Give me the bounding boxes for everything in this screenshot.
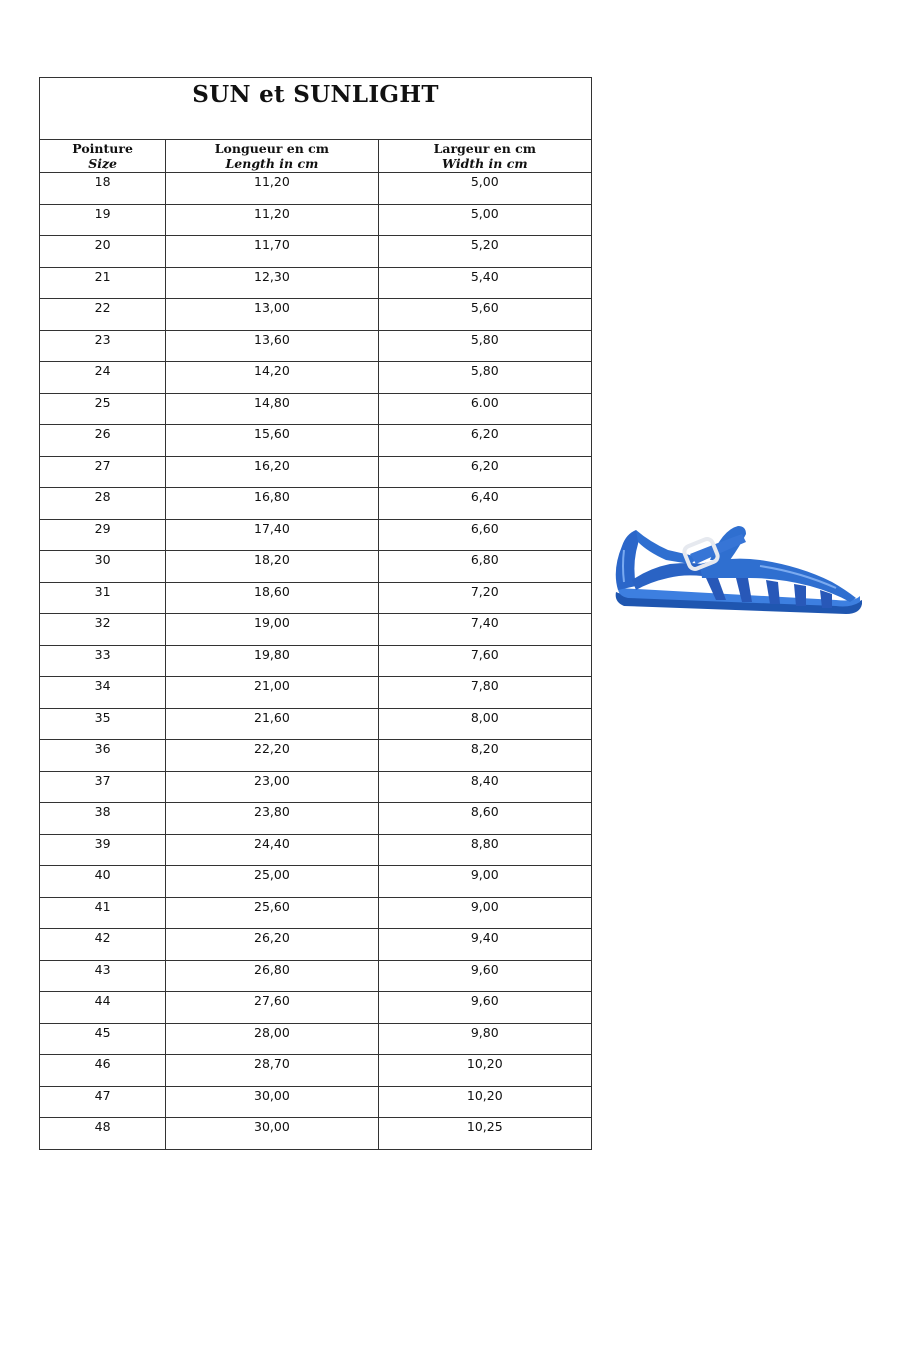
- table-row: [40, 1118, 592, 1150]
- table-row: [40, 456, 592, 488]
- cell-length: 30,00: [166, 1118, 378, 1150]
- cell-length: 11,70: [166, 236, 378, 268]
- table-row: [40, 362, 592, 394]
- header-size: [40, 140, 166, 173]
- cell-size: 43: [40, 960, 166, 992]
- cell-size: 26: [40, 425, 166, 457]
- size-chart-table: [39, 77, 592, 1150]
- table-row: [40, 1055, 592, 1087]
- cell-size: 33: [40, 645, 166, 677]
- table-row: [40, 425, 592, 457]
- header-width: [378, 140, 591, 173]
- table-row: [40, 204, 592, 236]
- table-row: [40, 740, 592, 772]
- table-row: [40, 834, 592, 866]
- cell-width: 10,20: [378, 1055, 591, 1087]
- table-row: [40, 960, 592, 992]
- cell-size: 18: [40, 173, 166, 205]
- table-row: [40, 771, 592, 803]
- cell-size: 42: [40, 929, 166, 961]
- cell-size: 29: [40, 519, 166, 551]
- cell-length: 12,30: [166, 267, 378, 299]
- cell-size: 38: [40, 803, 166, 835]
- cell-width: 8,00: [378, 708, 591, 740]
- cell-size: 22: [40, 299, 166, 331]
- cell-size: 44: [40, 992, 166, 1024]
- blue-jelly-sandal-icon: [610, 520, 865, 632]
- cell-length: 14,20: [166, 362, 378, 394]
- table-row: [40, 267, 592, 299]
- cell-width: 6,40: [378, 488, 591, 520]
- cell-size: 28: [40, 488, 166, 520]
- cell-width: 6,20: [378, 425, 591, 457]
- table-row: [40, 929, 592, 961]
- cell-length: 19,00: [166, 614, 378, 646]
- cell-size: 24: [40, 362, 166, 394]
- cell-width: 9,60: [378, 960, 591, 992]
- table-row: [40, 173, 592, 205]
- cell-size: 25: [40, 393, 166, 425]
- table-row: [40, 299, 592, 331]
- cell-size: 39: [40, 834, 166, 866]
- table-row: [40, 645, 592, 677]
- cell-length: 26,80: [166, 960, 378, 992]
- cell-size: 32: [40, 614, 166, 646]
- cell-width: 7,20: [378, 582, 591, 614]
- cell-width: 6,80: [378, 551, 591, 583]
- cell-width: 10,20: [378, 1086, 591, 1118]
- cell-length: 18,60: [166, 582, 378, 614]
- cell-length: 25,60: [166, 897, 378, 929]
- cell-length: 19,80: [166, 645, 378, 677]
- cell-width: 5,60: [378, 299, 591, 331]
- cell-width: 5,80: [378, 330, 591, 362]
- table-row: [40, 236, 592, 268]
- cell-length: 25,00: [166, 866, 378, 898]
- header-size-en: Size: [88, 156, 118, 171]
- cell-width: 6.00: [378, 393, 591, 425]
- header-length-fr: Longueur en cm: [214, 141, 330, 156]
- cell-width: 7,40: [378, 614, 591, 646]
- cell-size: 34: [40, 677, 166, 709]
- table-title: SUN et SUNLIGHT: [40, 78, 592, 140]
- cell-length: 21,60: [166, 708, 378, 740]
- cell-size: 21: [40, 267, 166, 299]
- cell-size: 41: [40, 897, 166, 929]
- header-length-en: Length in cm: [225, 156, 319, 171]
- header-width-fr: Largeur en cm: [433, 141, 536, 156]
- cell-width: 5,40: [378, 267, 591, 299]
- table-row: [40, 488, 592, 520]
- cell-size: 30: [40, 551, 166, 583]
- cell-length: 18,20: [166, 551, 378, 583]
- cell-width: 9,40: [378, 929, 591, 961]
- cell-size: 37: [40, 771, 166, 803]
- table-row: [40, 330, 592, 362]
- cell-length: 24,40: [166, 834, 378, 866]
- cell-length: 13,00: [166, 299, 378, 331]
- table-row: [40, 519, 592, 551]
- table-row: [40, 551, 592, 583]
- cell-length: 11,20: [166, 204, 378, 236]
- cell-width: 8,60: [378, 803, 591, 835]
- cell-length: 16,20: [166, 456, 378, 488]
- cell-width: 8,80: [378, 834, 591, 866]
- cell-length: 15,60: [166, 425, 378, 457]
- cell-length: 23,00: [166, 771, 378, 803]
- cell-length: 17,40: [166, 519, 378, 551]
- cell-width: 6,20: [378, 456, 591, 488]
- cell-size: 45: [40, 1023, 166, 1055]
- table-row: [40, 992, 592, 1024]
- cell-width: 7,80: [378, 677, 591, 709]
- cell-width: 9,60: [378, 992, 591, 1024]
- table-row: [40, 708, 592, 740]
- cell-size: 48: [40, 1118, 166, 1150]
- cell-size: 35: [40, 708, 166, 740]
- cell-length: 13,60: [166, 330, 378, 362]
- cell-width: 5,80: [378, 362, 591, 394]
- cell-length: 23,80: [166, 803, 378, 835]
- cell-width: 9,80: [378, 1023, 591, 1055]
- cell-width: 7,60: [378, 645, 591, 677]
- cell-length: 11,20: [166, 173, 378, 205]
- cell-size: 23: [40, 330, 166, 362]
- header-length: [166, 140, 378, 173]
- cell-size: 40: [40, 866, 166, 898]
- cell-length: 21,00: [166, 677, 378, 709]
- cell-length: 26,20: [166, 929, 378, 961]
- table-row: [40, 897, 592, 929]
- cell-length: 30,00: [166, 1086, 378, 1118]
- cell-width: 5,20: [378, 236, 591, 268]
- table-row: [40, 803, 592, 835]
- cell-length: 16,80: [166, 488, 378, 520]
- cell-width: 5,00: [378, 173, 591, 205]
- table-row: [40, 582, 592, 614]
- cell-size: 47: [40, 1086, 166, 1118]
- cell-length: 28,00: [166, 1023, 378, 1055]
- table-row: [40, 677, 592, 709]
- cell-size: 19: [40, 204, 166, 236]
- table-row: [40, 1086, 592, 1118]
- table-row: [40, 614, 592, 646]
- cell-length: 27,60: [166, 992, 378, 1024]
- cell-size: 20: [40, 236, 166, 268]
- cell-size: 31: [40, 582, 166, 614]
- cell-width: 9,00: [378, 897, 591, 929]
- cell-width: 10,25: [378, 1118, 591, 1150]
- cell-width: 8,20: [378, 740, 591, 772]
- cell-width: 9,00: [378, 866, 591, 898]
- cell-length: 14,80: [166, 393, 378, 425]
- cell-width: 6,60: [378, 519, 591, 551]
- table-row: [40, 1023, 592, 1055]
- cell-length: 22,20: [166, 740, 378, 772]
- table-row: [40, 393, 592, 425]
- header-width-en: Width in cm: [442, 156, 528, 171]
- size-rows: [40, 173, 592, 1150]
- cell-size: 27: [40, 456, 166, 488]
- cell-size: 46: [40, 1055, 166, 1087]
- header-size-fr: Pointure: [72, 141, 133, 156]
- cell-length: 28,70: [166, 1055, 378, 1087]
- cell-size: 36: [40, 740, 166, 772]
- cell-width: 5,00: [378, 204, 591, 236]
- cell-width: 8,40: [378, 771, 591, 803]
- table-row: [40, 866, 592, 898]
